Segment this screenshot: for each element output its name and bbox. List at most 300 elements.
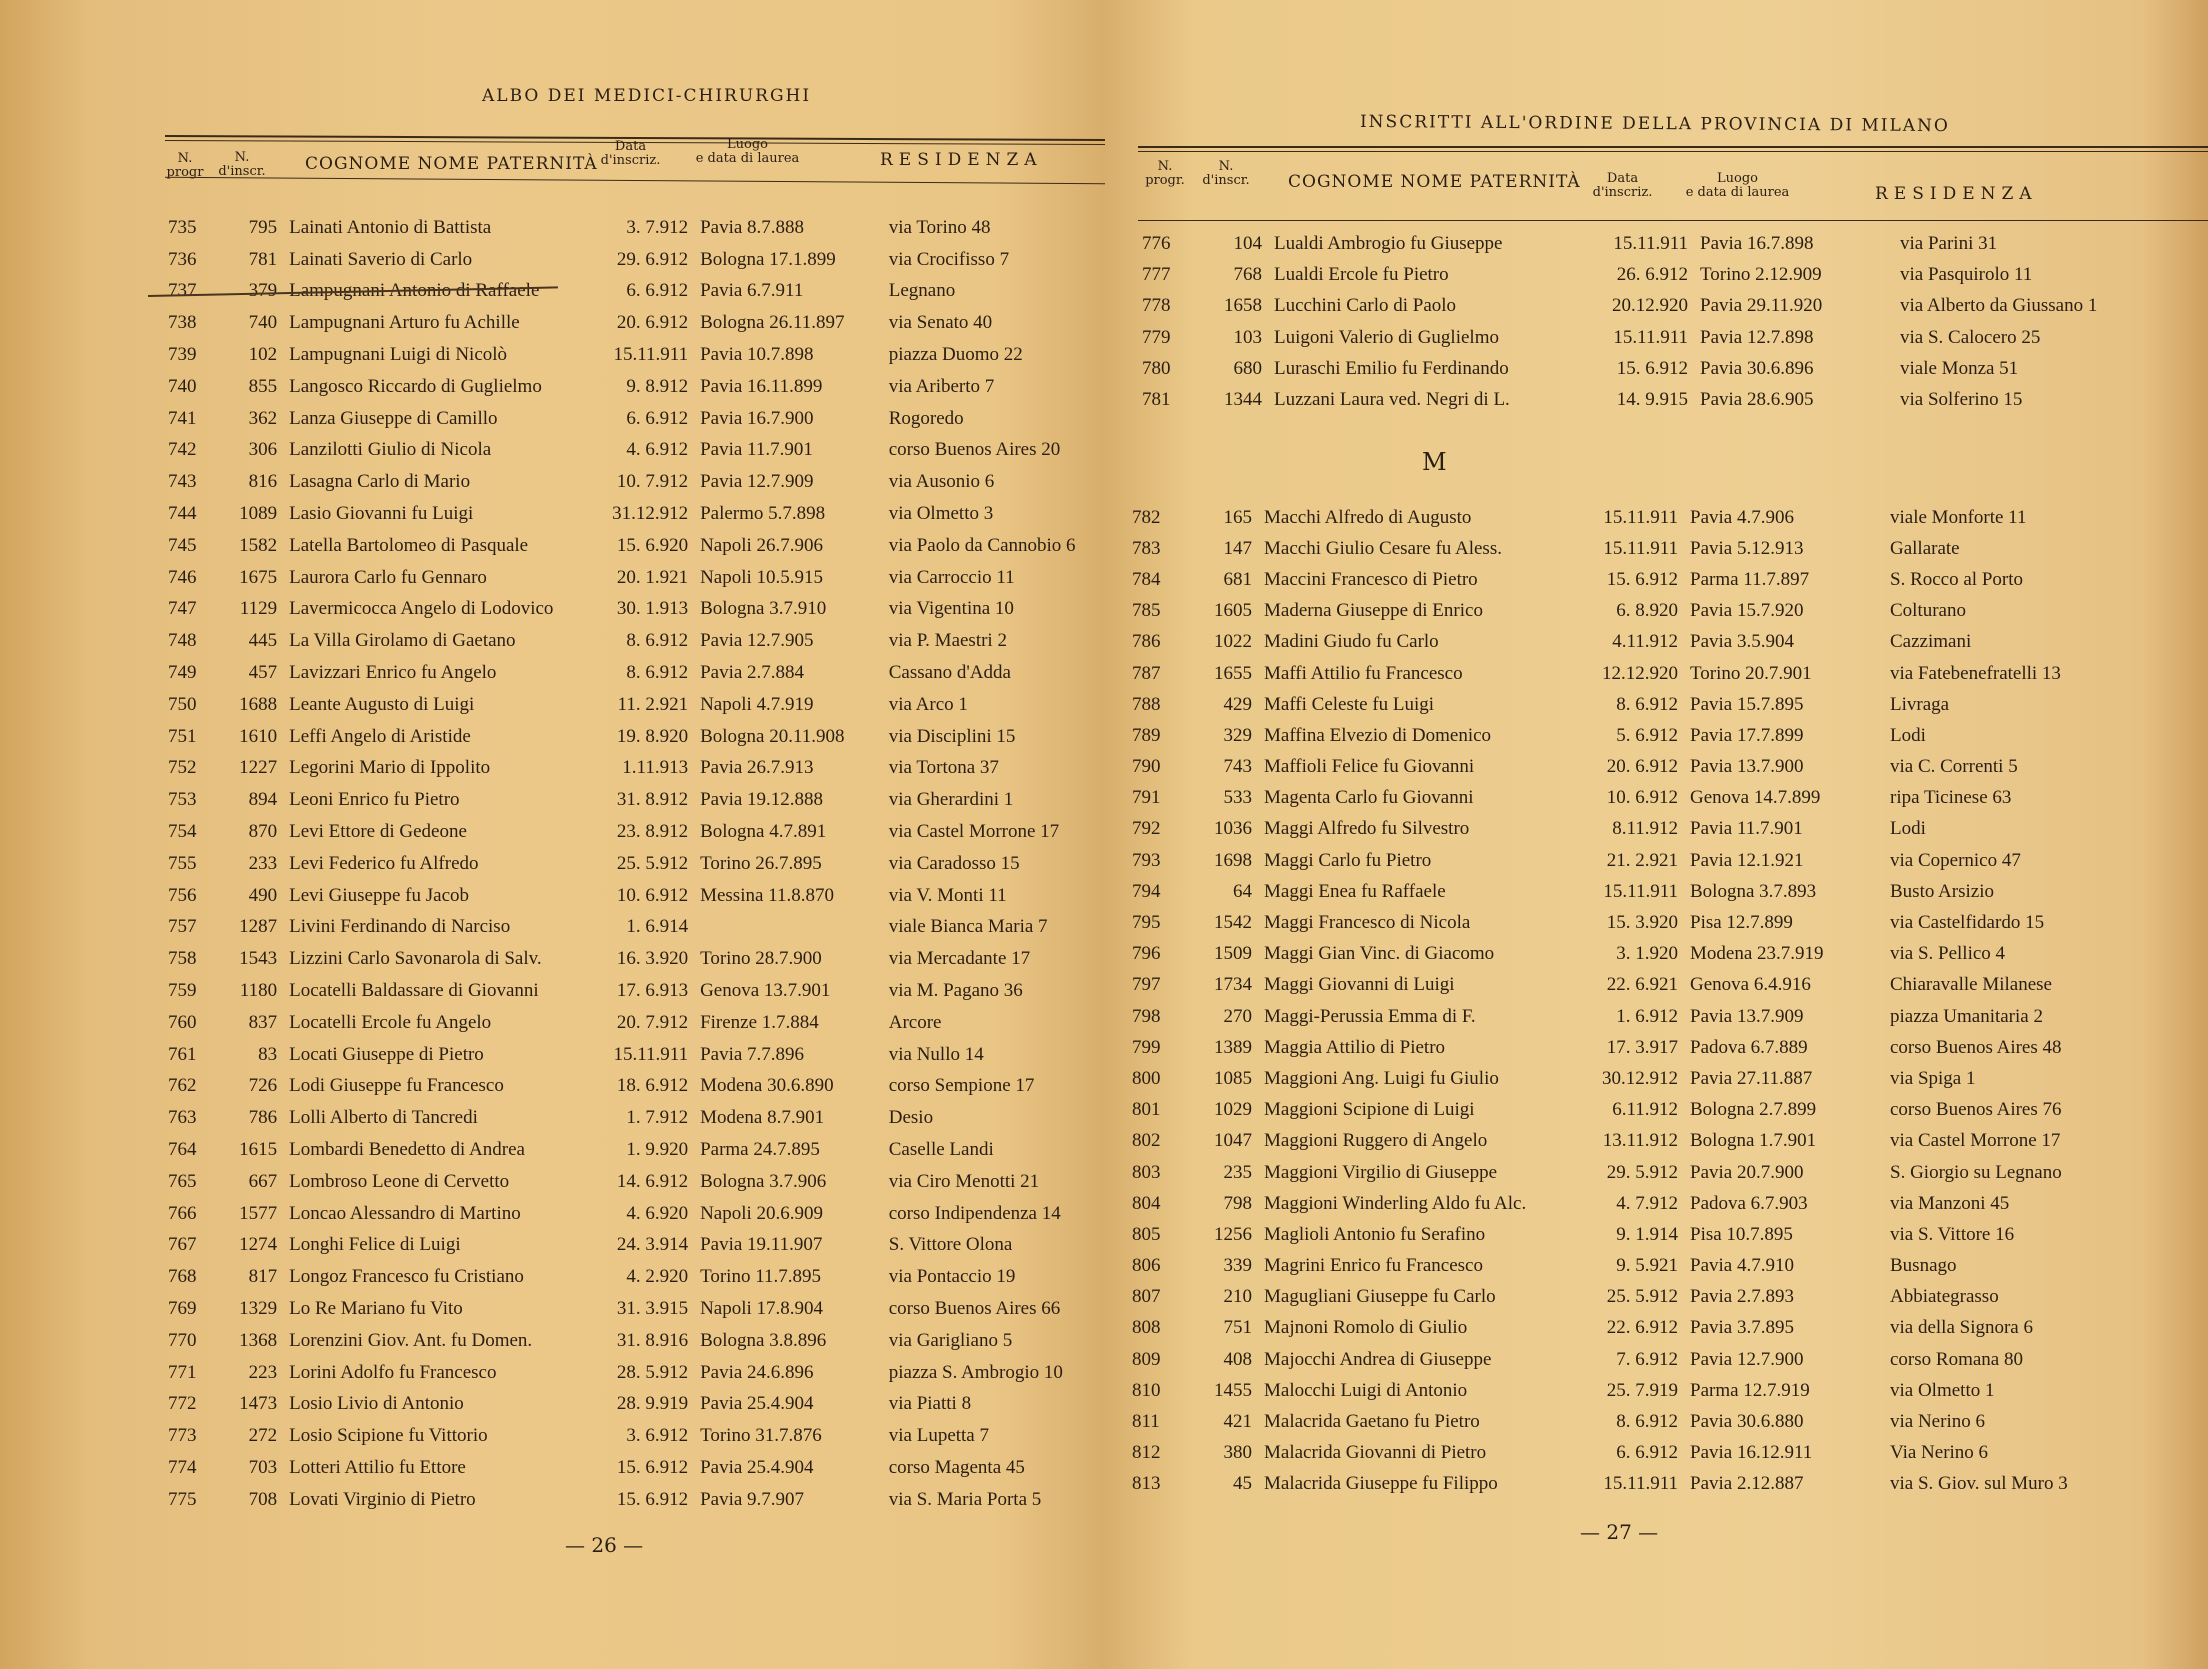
cell-luogo: Parma 11.7.897 [1690,568,1810,590]
cell-inscr: 1227 [239,757,278,779]
cell-progr: 769 [168,1297,197,1319]
cell-data: 23. 8.912 [616,821,689,843]
cell-name: Lorenzini Giov. Ant. fu Domen. [289,1329,533,1351]
cell-luogo: Pavia 3.7.895 [1690,1317,1794,1339]
cell-name: Magugliani Giuseppe fu Carlo [1264,1286,1496,1308]
cell-inscr: 1675 [239,566,278,588]
cell-progr: 796 [1132,943,1161,965]
cell-progr: 751 [168,725,197,747]
col-header-inscr: N. d'inscr. [218,150,266,179]
cell-luogo: Pavia 7.7.896 [700,1043,805,1065]
cell-luogo: Pavia 4.7.910 [1690,1255,1794,1277]
cell-data: 16. 3.920 [616,948,689,970]
cell-inscr: 533 [1223,787,1252,809]
cell-data: 29. 6.912 [616,248,689,270]
cell-name: Lainati Saverio di Carlo [289,248,473,270]
cell-inscr: 795 [248,216,278,238]
cell-data: 20. 7.912 [616,1011,689,1033]
cell-name: Lampugnani Arturo fu Achille [289,312,520,334]
col-header-residenza: RESIDENZA [1875,184,2038,204]
cell-luogo: Pavia 6.7.911 [700,280,804,302]
cell-data: 1. 9.920 [626,1139,689,1160]
cell-inscr: 235 [1223,1161,1252,1183]
col-header-progr: N. progr [166,151,204,180]
cell-name: Laurora Carlo fu Gennaro [289,566,487,588]
table-row [168,339,1110,371]
table-row [168,753,1110,785]
cell-name: Majnoni Romolo di Giulio [1264,1317,1468,1339]
section-letter: M [1422,448,1447,476]
header-rule-bottom [1138,220,2208,221]
cell-data: 8.11.912 [1612,818,1678,840]
cell-data: 10. 7.912 [616,471,689,493]
cell-name: Maggi-Perussia Emma di F. [1264,1005,1476,1027]
col-header-name: COGNOME NOME PATERNITÀ [305,154,598,174]
cell-name: Maccini Francesco di Pietro [1264,568,1478,590]
cell-name: Levi Ettore di Gedeone [289,821,467,843]
cell-name: Longoz Francesco fu Cristiano [289,1266,524,1288]
table-row [1132,627,2120,658]
cell-residenza: Abbiategrasso [1890,1286,1999,1308]
cell-luogo: Pavia 16.11.899 [700,375,823,397]
cell-inscr: 1029 [1214,1099,1252,1121]
cell-progr: 782 [1132,506,1161,528]
cell-name: Maggioni Ruggero di Angelo [1264,1130,1488,1152]
cell-name: Luzzani Laura ved. Negri di L. [1274,389,1510,411]
cell-name: Magenta Carlo fu Giovanni [1264,787,1474,809]
cell-inscr: 1610 [239,725,278,747]
cell-progr: 808 [1132,1317,1161,1339]
table-row [168,466,1110,498]
cell-inscr: 1180 [239,980,278,1002]
cell-residenza: corso Buenos Aires 20 [888,439,1061,461]
table-row [1132,502,2120,533]
cell-inscr: 103 [1233,326,1262,348]
cell-luogo: Torino 11.7.895 [700,1266,822,1288]
cell-progr: 750 [168,693,197,715]
cell-data: 24. 3.914 [616,1234,689,1256]
cell-inscr: 1655 [1214,662,1252,684]
cell-luogo: Pavia 30.6.880 [1690,1411,1804,1433]
table-row [1132,1063,2120,1094]
cell-name: Maggi Giovanni di Luigi [1264,974,1455,996]
cell-luogo: Genova 14.7.899 [1690,787,1821,809]
cell-residenza: via S. Calocero 25 [1900,326,2041,348]
cell-luogo: Napoli 10.5.915 [700,566,824,588]
cell-inscr: 362 [248,407,278,429]
cell-residenza: corso Sempione 17 [888,1075,1035,1097]
cell-name: Levi Federico fu Alfredo [289,852,479,874]
table-row [168,943,1110,975]
cell-inscr: 306 [248,439,278,461]
cell-progr: 800 [1132,1067,1161,1089]
cell-name: Majocchi Andrea di Giuseppe [1264,1348,1492,1370]
cell-residenza: S. Giorgio su Legnano [1890,1161,2062,1183]
cell-data: 7. 6.912 [1616,1348,1678,1370]
table-row [168,498,1110,530]
cell-luogo: Pavia 30.6.896 [1700,357,1814,379]
cell-data: 17. 3.917 [1606,1036,1678,1058]
cell-progr: 746 [168,566,197,588]
cell-progr: 790 [1132,756,1161,778]
cell-residenza: via Fatebenefratelli 13 [1890,662,2061,684]
cell-name: Leoni Enrico fu Pietro [289,789,460,811]
cell-progr: 741 [168,407,197,429]
table-row [168,307,1110,339]
cell-residenza: via S. Maria Porta 5 [888,1488,1042,1510]
cell-luogo: Pisa 10.7.895 [1690,1223,1793,1245]
cell-luogo [700,912,889,944]
cell-luogo: Napoli 20.6.909 [700,1202,824,1224]
cell-data: 9. 1.914 [1616,1223,1678,1245]
cell-name: Legorini Mario di Ippolito [289,757,491,779]
cell-progr: 756 [168,884,197,906]
cell-luogo: Modena 8.7.901 [700,1107,825,1129]
cell-inscr: 272 [248,1425,278,1447]
cell-inscr: 329 [1223,724,1252,746]
cell-name: Lavizzari Enrico fu Angelo [289,662,497,684]
cell-data: 3. 1.920 [1616,943,1678,965]
cell-progr: 793 [1132,849,1161,871]
table-row [1132,1469,2120,1500]
table-row [168,816,1110,848]
table-row [1142,291,2130,322]
table-row [1132,1375,2120,1406]
cell-inscr: 680 [1233,357,1262,379]
cell-inscr: 379 [248,280,278,302]
cell-luogo: Torino 2.12.909 [1700,263,1822,285]
cell-luogo: Pavia 2.7.884 [700,662,805,684]
cell-luogo: Pavia 11.7.901 [1690,818,1803,840]
cell-residenza: via Disciplini 15 [888,725,1016,747]
table-row [1132,876,2120,907]
cell-luogo: Messina 11.8.870 [700,884,834,906]
cell-residenza: via Arco 1 [888,693,968,715]
table-row [168,1261,1110,1293]
page-number-right: — 27 — [1580,1520,1659,1544]
cell-data: 8. 6.912 [1616,693,1678,715]
cell-name: Lualdi Ercole fu Pietro [1274,263,1449,285]
cell-inscr: 45 [1233,1473,1252,1495]
cell-luogo: Pavia 5.12.913 [1690,537,1804,559]
table-row [168,371,1110,403]
cell-name: Maffina Elvezio di Domenico [1264,724,1492,746]
cell-inscr: 743 [1223,756,1252,778]
cell-progr: 813 [1132,1473,1161,1495]
cell-data: 6. 6.912 [1616,1442,1678,1464]
table-row [168,721,1110,753]
cell-name: Madini Giudo fu Carlo [1264,631,1439,653]
cell-name: Maderna Giuseppe di Enrico [1264,600,1483,622]
cell-name: Latella Bartolomeo di Pasquale [289,534,529,556]
table-row [1132,939,2120,970]
table-row [1132,1188,2120,1219]
cell-data: 20. 1.921 [616,566,689,588]
cell-inscr: 1734 [1214,974,1252,996]
table-row [1142,353,2130,384]
cell-inscr: 490 [248,884,278,906]
cell-inscr: 870 [248,821,278,843]
cell-data: 1.11.913 [622,757,689,779]
cell-residenza: via Caradosso 15 [888,852,1020,874]
cell-residenza: piazza Duomo 22 [888,344,1023,366]
cell-progr: 786 [1132,631,1161,653]
cell-residenza: Gallarate [1890,537,1960,559]
cell-residenza: corso Indipendenza 14 [888,1202,1061,1224]
cell-luogo: Pavia 15.7.920 [1690,600,1804,622]
cell-inscr: 1615 [239,1139,278,1160]
cell-inscr: 816 [248,471,278,493]
cell-residenza: corso Buenos Aires 48 [1890,1036,2062,1058]
table-row [168,212,1110,244]
table-row [168,689,1110,721]
cell-luogo: Pavia 3.5.904 [1690,631,1794,653]
cell-residenza: via Olmetto 3 [888,503,994,525]
cell-data: 11. 2.921 [617,693,689,715]
cell-inscr: 1022 [1214,631,1252,653]
cell-luogo: Bologna 3.7.893 [1690,880,1817,902]
cell-progr: 743 [168,471,197,493]
cell-luogo: Pavia 13.7.909 [1690,1005,1804,1027]
table-row [1132,1032,2120,1063]
cell-residenza: corso Buenos Aires 76 [1890,1099,2062,1121]
cell-name: Macchi Alfredo di Augusto [1264,506,1472,528]
cell-data: 6. 8.920 [1616,600,1678,622]
table-row [168,594,1110,626]
cell-progr: 745 [168,534,197,556]
cell-luogo: Bologna 1.7.901 [1690,1130,1817,1152]
table-row [168,625,1110,657]
cell-luogo: Pavia 9.7.907 [700,1488,805,1510]
cell-data: 15.11.911 [1613,232,1688,254]
cell-data: 8. 6.912 [1616,1411,1678,1433]
cell-luogo: Pavia 24.6.896 [700,1361,814,1383]
cell-inscr: 1582 [239,534,278,556]
cell-inscr: 1287 [239,916,278,938]
cell-data: 3. 6.912 [626,1425,689,1447]
cell-data: 15.11.911 [1613,326,1688,348]
cell-inscr: 726 [248,1075,278,1097]
cell-residenza: Arcore [888,1011,942,1033]
cell-luogo: Bologna 3.7.906 [700,1170,827,1192]
cell-residenza: via Solferino 15 [1900,389,2023,411]
cell-luogo: Pavia 12.7.900 [1690,1348,1804,1370]
cell-progr: 789 [1132,724,1161,746]
cell-residenza: via Olmetto 1 [1890,1379,1995,1401]
cell-progr: 809 [1132,1348,1161,1370]
cell-residenza: via Manzoni 45 [1890,1192,2010,1214]
cell-progr: 802 [1132,1130,1161,1152]
cell-residenza: piazza S. Ambrogio 10 [888,1361,1063,1383]
cell-progr: 752 [168,757,197,779]
cell-inscr: 703 [248,1456,278,1478]
table-row [1142,259,2130,290]
running-head-right: INSCRITTI ALL'ORDINE DELLA PROVINCIA DI MILANO [1359,111,1950,137]
cell-progr: 755 [168,852,197,874]
cell-progr: 807 [1132,1286,1161,1308]
table-row [1132,752,2120,783]
cell-progr: 774 [168,1456,197,1478]
cell-data: 22. 6.912 [1606,1317,1678,1339]
cell-progr: 771 [168,1361,197,1383]
cell-residenza: via Senato 40 [888,312,993,334]
cell-progr: 798 [1132,1005,1161,1027]
cell-data: 15.11.911 [613,344,689,366]
cell-name: Livini Ferdinando di Narciso [289,916,511,938]
cell-inscr: 421 [1223,1411,1252,1433]
cell-name: Locati Giuseppe di Pietro [289,1043,484,1065]
cell-name: Lorini Adolfo fu Francesco [289,1361,497,1383]
cell-name: Leffi Angelo di Aristide [289,725,471,747]
cell-data: 31. 3.915 [616,1297,689,1319]
cell-data: 3. 7.912 [626,216,689,238]
cell-residenza: via Torino 48 [888,216,991,238]
cell-inscr: 1129 [239,598,278,620]
cell-inscr: 1047 [1214,1130,1252,1152]
cell-luogo: Torino 28.7.900 [700,948,822,970]
cell-inscr: 147 [1223,537,1252,559]
cell-progr: 764 [168,1139,197,1160]
cell-data: 12.12.920 [1602,662,1678,684]
cell-inscr: 64 [1233,880,1252,902]
table-row [1132,814,2120,845]
cell-name: Lizzini Carlo Savonarola di Salv. [289,948,542,970]
table-row [1142,322,2130,353]
cell-data: 31. 8.916 [616,1329,689,1351]
table-row [1132,658,2120,689]
cell-residenza: Cassano d'Adda [888,662,1011,684]
cell-progr: 775 [168,1488,197,1510]
cell-name: Lodi Giuseppe fu Francesco [289,1075,504,1097]
cell-data: 10. 6.912 [616,884,689,906]
cell-data: 25. 5.912 [616,852,689,874]
col-header-luogo: Luogo e data di laurea [695,137,800,166]
table-row [1132,1219,2120,1250]
cell-residenza: via S. Giov. sul Muro 3 [1890,1473,2068,1495]
cell-data: 30. 1.913 [616,598,689,620]
cell-name: Lainati Antonio di Battista [289,216,492,238]
cell-inscr: 165 [1223,506,1252,528]
cell-progr: 778 [1142,295,1171,317]
col-header-name: COGNOME NOME PATERNITÀ [1288,172,1581,192]
cell-residenza: Cazzimani [1890,631,1972,653]
cell-inscr: 1389 [1214,1036,1252,1058]
cell-luogo: Pavia 16.7.900 [700,407,814,429]
table-row [1132,689,2120,720]
cell-name: Lualdi Ambrogio fu Giuseppe [1274,232,1503,254]
cell-residenza: via Nerino 6 [1890,1411,1985,1433]
cell-residenza: via C. Correnti 5 [1890,756,2018,778]
cell-luogo: Pavia 2.7.893 [1690,1286,1794,1308]
cell-luogo: Pisa 12.7.899 [1690,912,1793,934]
register-table-left [168,212,1110,1516]
cell-inscr: 270 [1223,1005,1252,1027]
cell-name: Malacrida Giuseppe fu Filippo [1264,1473,1498,1495]
cell-name: Maggi Alfredo fu Silvestro [1264,818,1470,840]
cell-progr: 758 [168,948,197,970]
table-row [1132,1095,2120,1126]
cell-inscr: 786 [248,1107,278,1129]
cell-luogo: Padova 6.7.903 [1690,1192,1808,1214]
cell-inscr: 445 [248,630,278,652]
cell-name: Losio Scipione fu Vittorio [289,1425,488,1447]
table-row [168,1357,1110,1389]
cell-progr: 736 [168,248,197,270]
cell-inscr: 751 [1223,1317,1252,1339]
cell-luogo: Genova 13.7.901 [700,980,831,1002]
table-row [168,1134,1110,1166]
cell-inscr: 102 [248,344,278,366]
cell-residenza: via Alberto da Giussano 1 [1900,295,2098,317]
cell-progr: 810 [1132,1379,1161,1401]
cell-progr: 766 [168,1202,197,1224]
cell-name: Lombroso Leone di Cervetto [289,1170,510,1192]
cell-data: 15.11.911 [1603,1473,1678,1495]
cell-data: 21. 2.921 [1606,849,1678,871]
cell-progr: 760 [168,1011,197,1033]
cell-name: La Villa Girolamo di Gaetano [289,630,516,652]
cell-data: 20. 6.912 [616,312,689,334]
cell-name: Lampugnani Luigi di Nicolò [289,344,508,366]
cell-name: Maffi Attilio fu Francesco [1264,662,1463,684]
cell-residenza: via Vigentina 10 [888,598,1014,620]
cell-name: Leante Augusto di Luigi [289,693,475,715]
cell-data: 30.12.912 [1602,1067,1678,1089]
cell-residenza: via Castel Morrone 17 [888,821,1060,843]
cell-luogo: Pavia 27.11.887 [1690,1067,1813,1089]
cell-residenza: via Ausonio 6 [888,471,995,493]
cell-luogo: Bologna 20.11.908 [700,725,845,747]
cell-residenza: Busto Arsizio [1890,880,1994,902]
cell-name: Maggia Attilio di Pietro [1264,1036,1446,1058]
cell-progr: 749 [168,662,197,684]
cell-inscr: 894 [248,789,278,811]
cell-data: 1. 7.912 [626,1107,689,1129]
cell-data: 31.12.912 [612,503,689,525]
cell-progr: 770 [168,1329,197,1351]
cell-residenza: piazza Umanitaria 2 [1890,1005,2043,1027]
cell-residenza: via Crocifisso 7 [888,248,1010,270]
cell-progr: 773 [168,1425,197,1447]
table-row [1142,228,2130,259]
cell-progr: 737 [168,280,197,302]
table-row [168,1102,1110,1134]
cell-data: 20.12.920 [1612,295,1688,317]
table-row [168,403,1110,435]
cell-luogo: Pavia 12.7.905 [700,630,814,652]
cell-progr: 757 [168,916,197,938]
cell-inscr: 1256 [1214,1223,1252,1245]
cell-name: Lo Re Mariano fu Vito [289,1297,463,1319]
cell-luogo: Pavia 26.7.913 [700,757,814,779]
cell-data: 20. 6.912 [1606,756,1678,778]
cell-progr: 777 [1142,263,1171,285]
cell-residenza: via Castel Morrone 17 [1890,1130,2061,1152]
cell-residenza: via Piatti 8 [888,1393,972,1415]
cell-luogo: Pavia 19.11.907 [700,1234,823,1256]
cell-residenza: via Gherardini 1 [888,789,1014,811]
cell-luogo: Bologna 17.1.899 [700,248,836,270]
cell-name: Maggi Francesco di Nicola [1264,912,1471,934]
cell-inscr: 1089 [239,503,278,525]
cell-data: 4. 7.912 [1616,1192,1678,1214]
cell-luogo: Genova 6.4.916 [1690,974,1811,996]
cell-residenza: Legnano [888,280,956,302]
cell-data: 28. 5.912 [616,1361,689,1383]
cell-data: 14. 9.915 [1616,389,1688,411]
cell-data: 25. 7.919 [1606,1379,1678,1401]
cell-progr: 795 [1132,912,1161,934]
